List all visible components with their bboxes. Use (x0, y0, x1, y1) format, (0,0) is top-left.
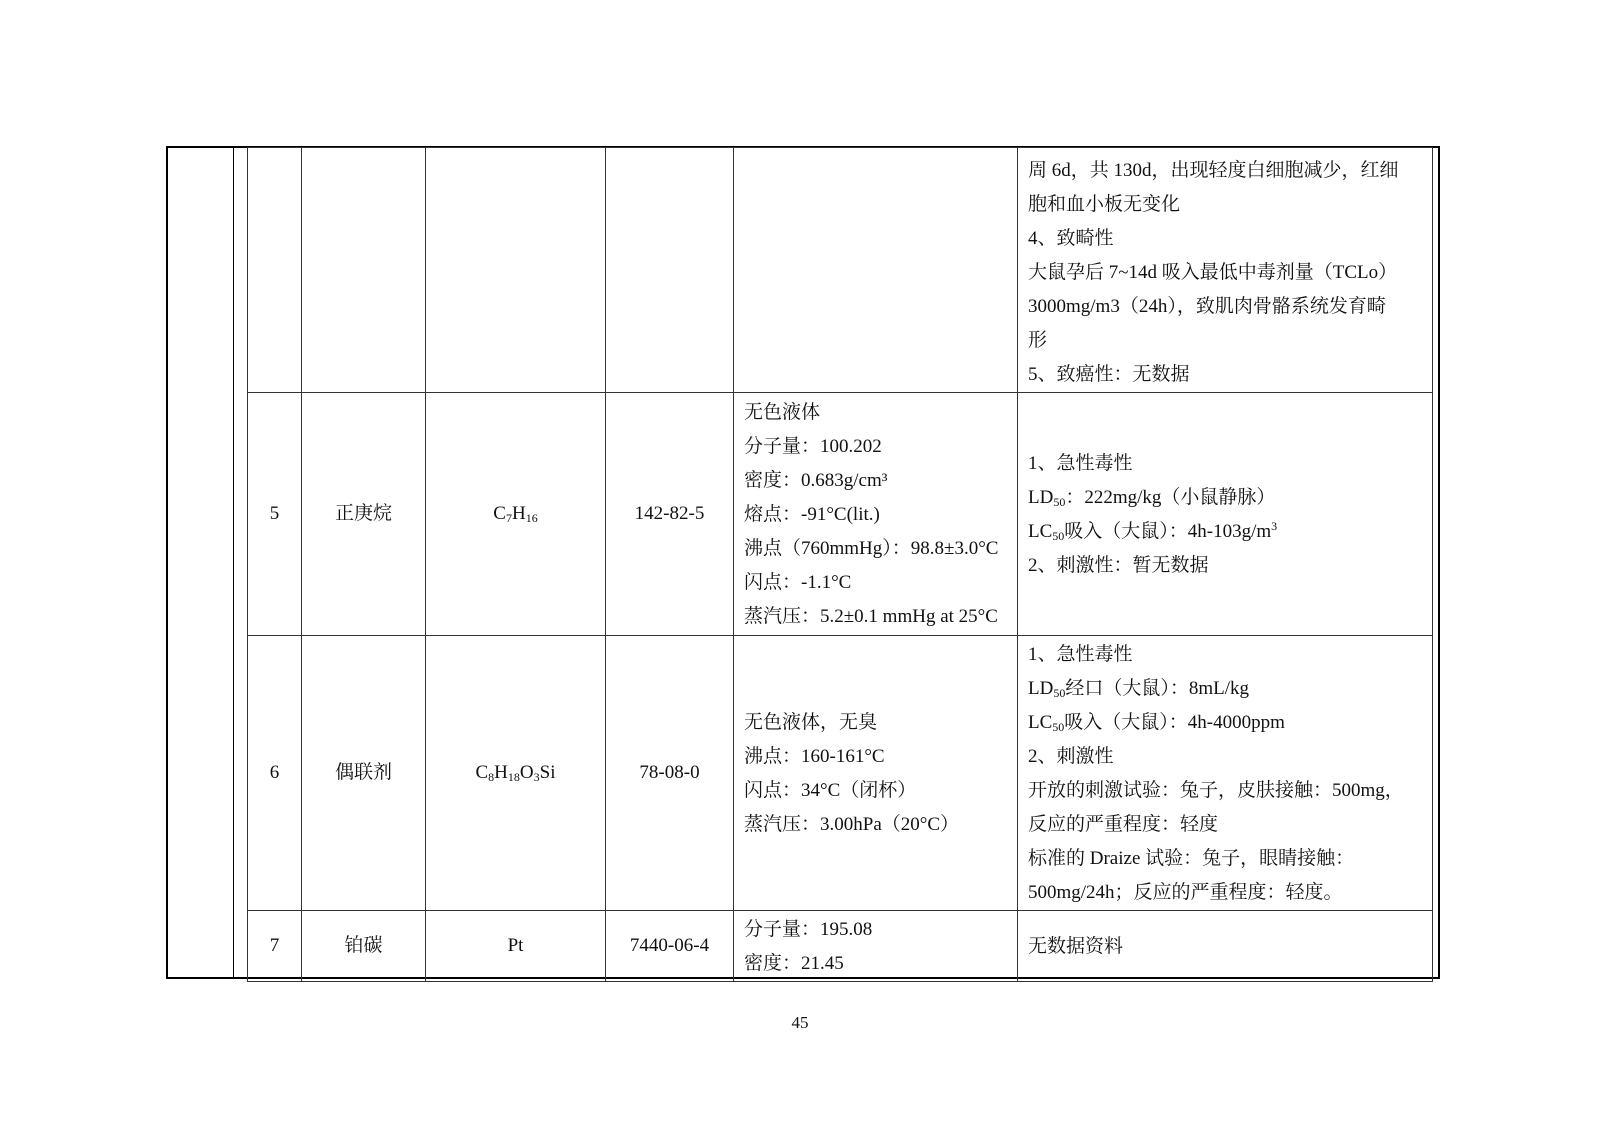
properties-cell (734, 636, 1018, 911)
toxicity-line: 2、刺激性 (1028, 746, 1114, 767)
properties-cell (734, 911, 1018, 982)
chemical-name: 铂碳 (302, 911, 426, 982)
chemical-name: 偶联剂 (302, 636, 426, 911)
toxicity-line: 1、急性毒性 (1028, 644, 1133, 665)
toxicity-line: 反应的严重程度：轻度 (1028, 814, 1219, 835)
toxicity-line: 开放的刺激试验：兔子，皮肤接触：500mg， (1028, 780, 1404, 801)
properties-cell (734, 393, 1018, 636)
property-line: 闪点：34°C（闭杯） (744, 780, 917, 801)
toxicity-line: 4、致畸性 (1028, 228, 1114, 249)
properties-cell (734, 148, 1018, 393)
toxicity-cell (1018, 148, 1433, 393)
chemical-name: 正庚烷 (302, 393, 426, 636)
toxicity-line: 3000mg/m3（24h），致肌肉骨骼系统发育畸 (1028, 296, 1386, 317)
toxicity-line: $LC_{50}$吸入（大鼠）：4h-4000ppm (1028, 712, 1285, 734)
property-line: 密度：0.683g/cm³ (744, 470, 888, 491)
row-number: 5 (248, 393, 302, 636)
property-line: 蒸汽压：5.2±0.1 mmHg at 25°C (744, 606, 998, 627)
chemical-properties-table (247, 147, 1433, 982)
toxicity-line: $LD_{50}$经口（大鼠）：8mL/kg (1028, 678, 1249, 700)
cas-number: 7440-06-4 (606, 911, 734, 982)
toxicity-line: 500mg/24h；反应的严重程度：轻度。 (1028, 882, 1343, 903)
table-row (248, 636, 1433, 911)
property-line: 无色液体，无臭 (744, 712, 878, 733)
toxicity-line: $LD_{50}$：222mg/kg（小鼠静脉） (1028, 487, 1276, 509)
row-number: 6 (248, 636, 302, 911)
toxicity-line: 1、急性毒性 (1028, 453, 1133, 474)
chemical-formula: Pt (426, 911, 606, 982)
toxicity-line: 5、致癌性：无数据 (1028, 364, 1190, 385)
page-number: 45 (791, 1013, 809, 1032)
property-line: 闪点：-1.1°C (744, 572, 852, 593)
table-row (248, 911, 1433, 982)
table-row (248, 393, 1433, 636)
property-line: 无色液体 (744, 402, 821, 423)
toxicity-line: $LC_{50}$吸入（大鼠）：$4h-103g/m^3$ (1028, 519, 1278, 543)
formula-cell (426, 148, 606, 393)
toxicity-cell (1018, 636, 1433, 911)
no-cell (248, 148, 302, 393)
toxicity-line: 胞和血小板无变化 (1028, 194, 1181, 215)
toxicity-line: 周 6d，共 130d，出现轻度白细胞减少，红细 (1028, 160, 1399, 181)
row-number: 7 (248, 911, 302, 982)
property-line: 熔点：-91°C(lit.) (744, 504, 880, 525)
cas-cell (606, 148, 734, 393)
chemical-formula: $C_8H_{18}O_3Si$ (426, 636, 606, 911)
gutter-line-left (233, 146, 234, 979)
property-line: 沸点（760mmHg）：98.8±3.0°C (744, 538, 999, 559)
toxicity-line: 无数据资料 (1028, 936, 1124, 957)
cas-number: 78-08-0 (606, 636, 734, 911)
chemical-formula: $C_7H_{16}$ (426, 393, 606, 636)
property-line: 沸点：160-161°C (744, 746, 885, 767)
toxicity-cell (1018, 911, 1433, 982)
property-line: 分子量：195.08 (744, 919, 873, 940)
toxicity-line: 标准的 Draize 试验：兔子，眼睛接触： (1028, 848, 1355, 869)
toxicity-line: 形 (1028, 330, 1048, 351)
cas-number: 142-82-5 (606, 393, 734, 636)
toxicity-line: 2、刺激性：暂无数据 (1028, 555, 1209, 576)
property-line: 蒸汽压：3.00hPa（20°C） (744, 814, 960, 835)
toxicity-line: 大鼠孕后 7~14d 吸入最低中毒剂量（TCLo） (1028, 262, 1398, 283)
property-line: 密度：21.45 (744, 953, 844, 974)
toxicity-cell (1018, 393, 1433, 636)
name-cell (302, 148, 426, 393)
table-row-continued (248, 148, 1433, 393)
property-line: 分子量：100.202 (744, 436, 882, 457)
